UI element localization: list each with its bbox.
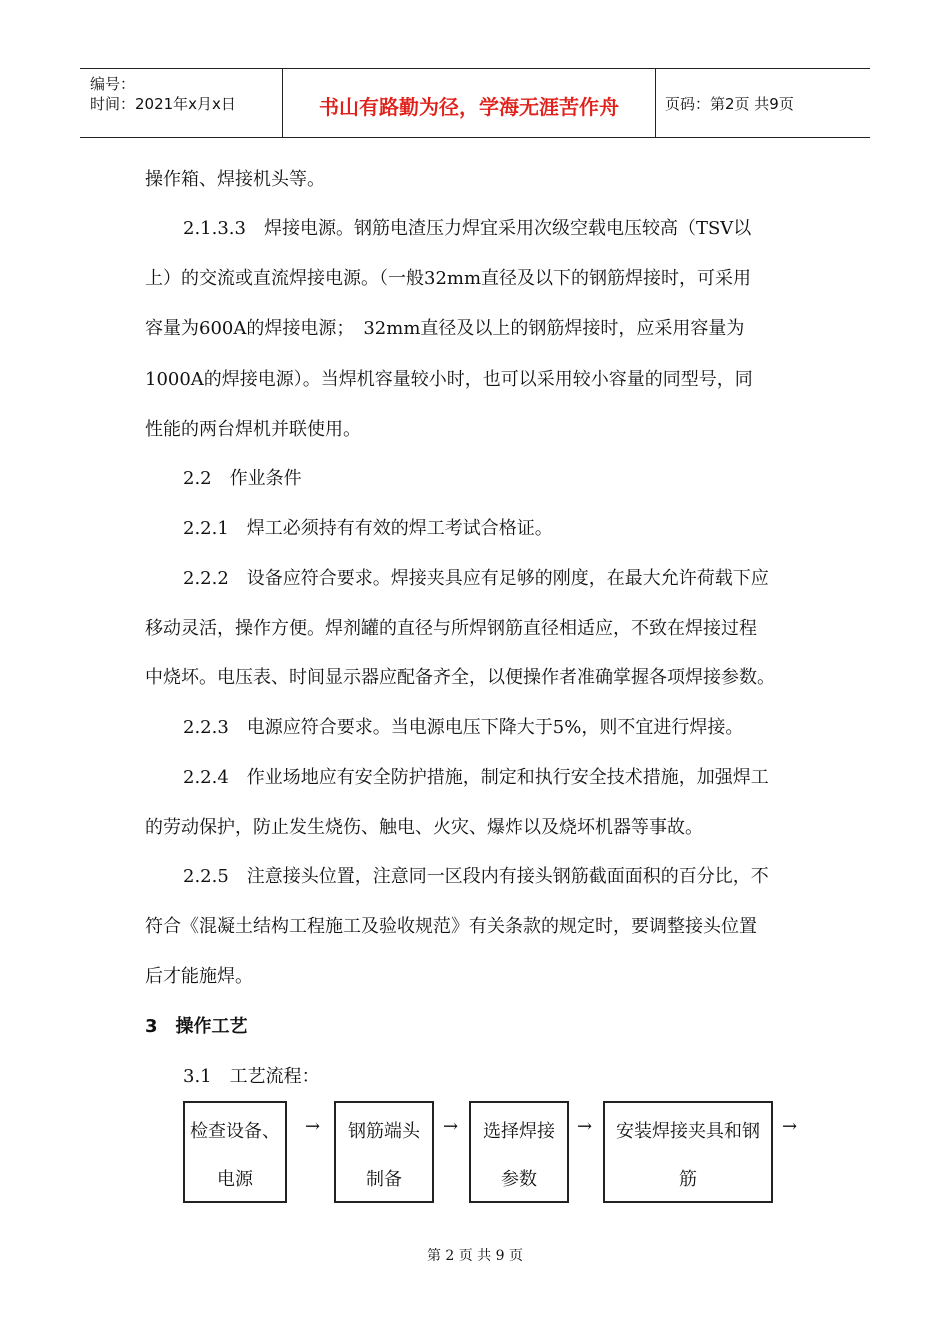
document-time: 时间：2021年x月x日 [90,95,236,113]
paragraph-line: 符合《混凝土结构工程施工及验收规范》有关条款的规定时，要调整接头位置 [145,916,757,937]
header-page-number: 页码：第2页 共9页 [665,94,794,113]
flow-step-text: 选择焊接 [483,1121,555,1142]
flow-arrow-icon: → [443,1116,459,1137]
paragraph-line: 上）的交流或直流焊接电源。（一般32mm直径及以下的钢筋焊接时，可采用 [145,268,752,289]
paragraph-line: 1000A的焊接电源）。当焊机容量较小时，也可以采用较小容量的同型号，同 [145,369,753,390]
flow-step-text: 钢筋端头 [348,1121,420,1142]
flow-step-text: 制备 [366,1169,402,1190]
paragraph-line: 性能的两台焊机并联使用。 [145,419,361,440]
paragraph-line: 2.2.3 电源应符合要求。当电源电压下降大于5%，则不宜进行焊接。 [183,717,744,738]
paragraph-line: 操作箱、焊接机头等。 [145,169,325,190]
flow-step-text: 电源 [217,1169,253,1190]
paragraph-line: 容量为600A的焊接电源； 32mm直径及以上的钢筋焊接时，应采用容量为 [145,318,745,339]
flow-arrow-icon: → [782,1116,798,1137]
flow-step-text: 筋 [679,1169,697,1190]
flow-arrow-icon: → [577,1116,593,1137]
page-header [80,68,870,138]
flow-step-box [183,1101,287,1203]
flow-arrow-icon: → [305,1116,321,1137]
section-heading: 3.1 工艺流程： [183,1066,320,1087]
chapter-heading: 3 操作工艺 [145,1016,248,1037]
paragraph-line: 2.1.3.3 焊接电源。钢筋电渣压力焊宜采用次级空载电压较高（TSV以 [183,218,752,239]
page-footer: 第 2 页 共 9 页 [426,1248,524,1264]
section-heading: 2.2 作业条件 [183,468,302,489]
header-meta-cell [80,69,282,137]
paragraph-line: 后才能施焊。 [145,966,253,987]
paragraph-line: 2.2.4 作业场地应有安全防护措施，制定和执行安全技术措施，加强焊工 [183,767,769,788]
paragraph-line: 的劳动保护，防止发生烧伤、触电、火灾、爆炸以及烧坏机器等事故。 [145,817,703,838]
flow-step-box [334,1101,434,1203]
paragraph-line: 中烧坏。电压表、时间显示器应配备齐全，以便操作者准确掌握各项焊接参数。 [145,667,775,688]
paragraph-line: 移动灵活，操作方便。焊剂罐的直径与所焊钢筋直径相适应，不致在焊接过程 [145,618,757,639]
paragraph-line: 2.2.1 焊工必须持有有效的焊工考试合格证。 [183,518,553,539]
flow-step-text: 检查设备、 [190,1121,280,1142]
motto: 书山有路勤为径，学海无涯苦作舟 [319,94,619,119]
paragraph-line: 2.2.5 注意接头位置，注意同一区段内有接头钢筋截面面积的百分比，不 [183,866,769,887]
flow-step-text: 安装焊接夹具和钢 [616,1121,760,1142]
paragraph-line: 2.2.2 设备应符合要求。焊接夹具应有足够的刚度，在最大允许荷载下应 [183,568,769,589]
flow-step-box [469,1101,569,1203]
flow-step-text: 参数 [501,1169,537,1190]
header-motto-cell [282,69,656,137]
flow-step-box [603,1101,773,1203]
document-number: 编号： [90,75,136,93]
